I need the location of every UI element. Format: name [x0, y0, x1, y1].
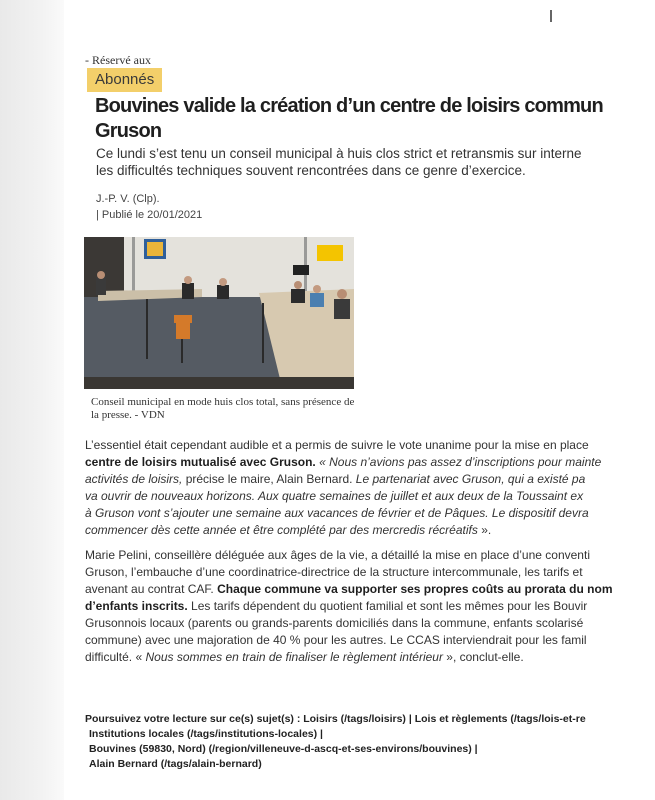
- quote-text: commencer dès cette année et être complété par des mercredis récréatifs: [85, 523, 478, 537]
- body-line: Gruson, l’embauche d’une coordinatrice-directrice de la structure intercommunale, les tarifs et: [85, 565, 583, 579]
- plain-text: avenant au contrat CAF.: [85, 582, 214, 596]
- quote-text: va ouvrir de nouveaux horizons. Aux quatre semaines de juillet et aux deux de la Toussaint ex: [85, 489, 584, 503]
- article-lede: [96, 145, 616, 179]
- quote-text: Nous sommes en train de finaliser le règlement intérieur: [145, 650, 443, 664]
- quote-text: Le partenariat avec Gruson, qui a existé pa: [352, 472, 586, 486]
- subscriber-badge: Abonnés: [87, 68, 162, 92]
- lede-line-2: les difficultés techniques souvent rencontrées dans ce genre d’exercice.: [96, 163, 526, 178]
- related-topics: [85, 712, 605, 772]
- article-body: [85, 437, 613, 666]
- related-topics-line: Alain Bernard (/tags/alain-bernard): [89, 758, 262, 770]
- body-line: [85, 471, 605, 488]
- body-line: L’essentiel était cependant audible et a permis de suivre le vote unanime pour la mise en place: [85, 438, 589, 452]
- article-photo: [84, 237, 354, 389]
- body-line: [85, 649, 605, 666]
- body-line: [85, 505, 605, 522]
- body-line: [85, 522, 605, 539]
- lede-line-1: Ce lundi s’est tenu un conseil municipal à huis clos strict et retransmis sur interne: [96, 146, 582, 161]
- body-line: [85, 581, 613, 598]
- related-topics-line: Bouvines (59830, Nord) (/region/villeneuve-d-ascq-et-ses-environs/bouvines) |: [89, 743, 478, 755]
- reserved-label: - Réservé aux: [85, 53, 151, 67]
- quote-text: activités de loisirs,: [85, 472, 183, 486]
- related-topics-line: Institutions locales (/tags/institutions-locales) |: [89, 728, 323, 740]
- body-line: [85, 598, 605, 615]
- plain-text: Les tarifs dépendent du quotient familial et sont les mêmes pour les Bouvir: [187, 599, 588, 613]
- scan-speck: [550, 10, 552, 22]
- article-title: [95, 94, 655, 144]
- photo-caption: Conseil municipal en mode huis clos total, sans présence de la presse. - VDN: [91, 396, 355, 421]
- body-line: [85, 454, 605, 471]
- publish-date: | Publié le 20/01/2021: [96, 209, 203, 221]
- plain-text: précise le maire, Alain Bernard.: [182, 472, 353, 486]
- plain-text: ».: [477, 523, 492, 537]
- body-paragraph-1: [85, 437, 605, 539]
- body-line: [85, 488, 605, 505]
- quote-text: à Gruson vont s’ajouter une semaine aux vacances de février et de Pâques. Le dispositif devra: [85, 506, 589, 520]
- bold-text: centre de loisirs mutualisé avec Gruson.: [85, 455, 316, 469]
- bold-text: d’enfants inscrits.: [85, 599, 188, 613]
- scan-left-margin: [0, 0, 64, 800]
- body-line: commune) avec une majoration de 40 % pour les autres. Le CCAS interviendrait pour les famil: [85, 633, 587, 647]
- byline: J.-P. V. (Clp).: [96, 193, 160, 205]
- council-meeting-photo: [84, 237, 354, 389]
- body-paragraph-2: [85, 547, 613, 666]
- body-line: Marie Pelini, conseillère déléguée aux âges de la vie, a détaillé la mise en place d’une conventi: [85, 548, 590, 562]
- quote-text: « Nous n’avions pas assez d’inscriptions pour mainte: [315, 455, 602, 469]
- plain-text: difficulté. «: [85, 650, 146, 664]
- article-title-line-2: Gruson: [95, 120, 162, 142]
- body-line: Grusonnois locaux (parents ou grands-parents domiciliés dans la commune, enfants scolarisé: [85, 616, 584, 630]
- article-title-line-1: Bouvines valide la création d’un centre de loisirs commun: [95, 95, 603, 117]
- bold-text: Chaque commune va supporter ses propres coûts au prorata du nom: [213, 582, 613, 596]
- related-topics-line: Poursuivez votre lecture sur ce(s) sujet(s) : Loisirs (/tags/loisirs) | Lois et règlements (/tags/lois-et-re: [85, 713, 586, 725]
- plain-text: », conclut-elle.: [442, 650, 524, 664]
